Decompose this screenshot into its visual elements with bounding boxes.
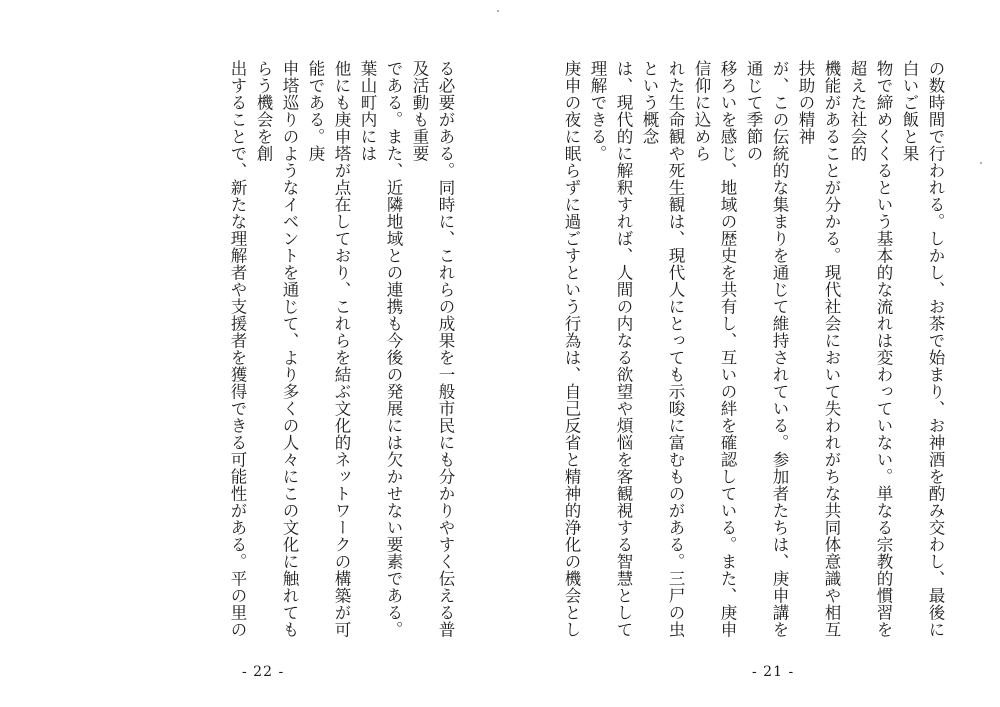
right-page-number: - 21 -: [752, 664, 795, 680]
scan-speck: [980, 162, 982, 164]
scan-speck: [497, 10, 499, 12]
left-page-body-text: る必要がある。同時に、これらの成果を一般市民にも分かりやすく伝える普及活動も重要 である。また、近隣地域との連携も今後の発展には欠かせない要素である。葉山町内には 他にも庚申塔が点在しており、これらを結ぶ文化的ネットワークの構築が可能である。庚 申塔巡りのようなイベントを通じて、より多くの人々にこの文化に触れてもらう機会を創 出することで、新たな理解者や支援者を獲得できる可能性がある。平の里の: [228, 60, 455, 638]
right-page: [500, 0, 1000, 707]
left-page-number: - 22 -: [242, 664, 285, 680]
right-page-body-text: の数時間で行われる。しかし、お茶で始まり、お神酒を酌み交わし、最後に白いご飯と果 物で締めくくるという基本的な流れは変わっていない。単なる宗教的慣習を超えた社会的 機能があることが分かる。現代社会において失われがちな共同体意識や相互扶助の精神 が、この伝統的な集まりを通じて維持されている。参加者たちは、庚申講を通じて季節の 移ろいを感じ、地域の歴史を共有し、互いの絆を確認している。また、庚申信仰に込めら れた生命観や死生観は、現代人にとっても示唆に富むものがある。三尸の虫という概念 は、現代的に解釈すれば、人間の内なる欲望や煩悩を客観視する智慧として理解できる。 庚申の夜に眠らずに過ごすという行為は、自己反省と精神的浄化の機会とし: [562, 60, 945, 638]
